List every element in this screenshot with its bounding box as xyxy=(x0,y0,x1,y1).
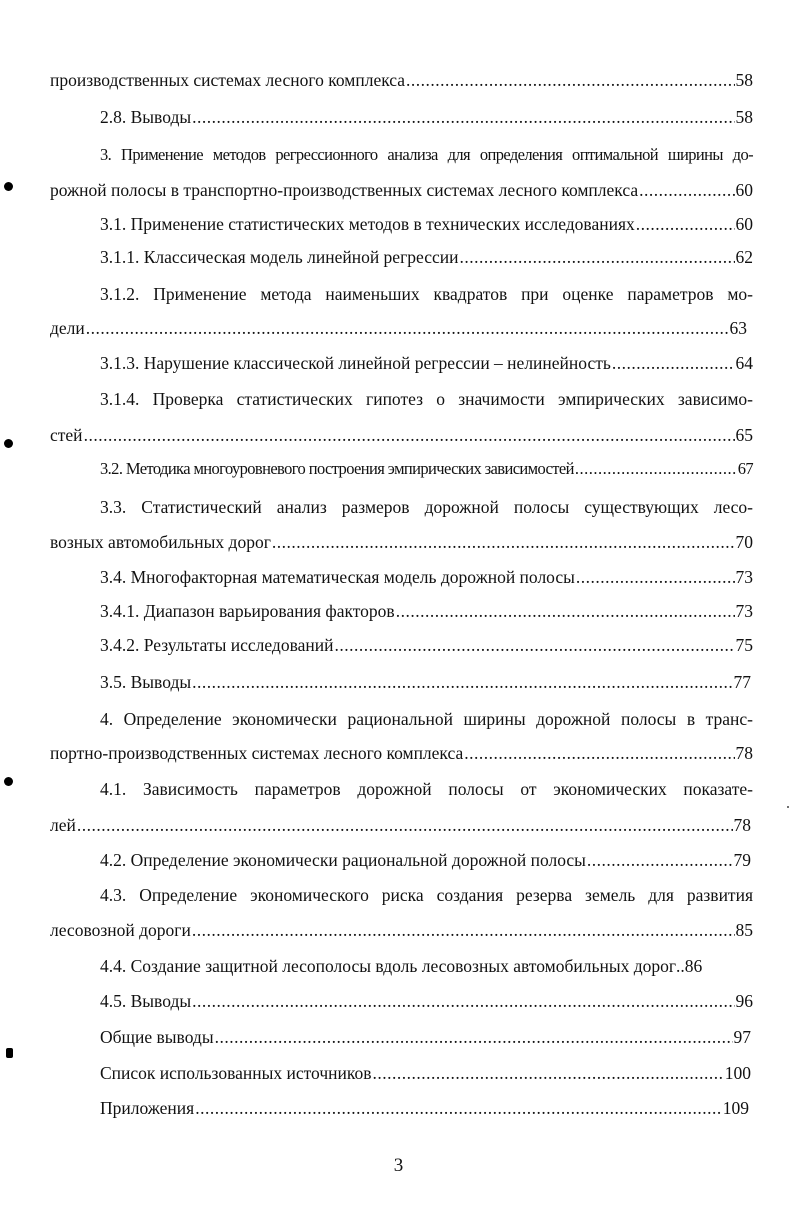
toc-entry xyxy=(100,565,753,589)
leader-dots xyxy=(587,848,733,872)
toc-entry-page: 77 xyxy=(733,672,751,692)
toc-entry xyxy=(100,282,753,306)
toc-entry-page: 79 xyxy=(733,850,751,870)
toc-entry-page: 73 xyxy=(735,567,753,587)
leader-dots xyxy=(192,105,734,129)
toc-entry xyxy=(100,633,753,657)
toc-entry-page: 58 xyxy=(735,70,753,90)
toc-entry xyxy=(100,1025,751,1049)
leader-dots xyxy=(272,530,735,554)
toc-entry-text: 4.4. Создание защитной лесополосы вдоль лесовозных автомобильных дорог xyxy=(100,956,677,976)
toc-entry xyxy=(100,989,753,1013)
toc-entry-text: 4.2. Определение экономически рациональной дорожной полосы xyxy=(100,850,586,870)
toc-entry-text: Приложения xyxy=(100,1098,195,1118)
toc-entry xyxy=(100,1061,751,1085)
toc-entry xyxy=(100,670,751,694)
toc-entry xyxy=(100,1096,749,1120)
toc-entry-page: 65 xyxy=(735,425,753,445)
toc-entry-text: 4.1. Зависимость параметров дорожной полосы от экономических показате- xyxy=(100,779,753,799)
toc-entry-text: дели xyxy=(50,318,85,338)
toc-entry-text: 3.3. Статистический анализ размеров дорожной полосы существующих лесо- xyxy=(100,497,753,517)
toc-entry xyxy=(100,599,753,623)
toc-entry-page: 85 xyxy=(735,920,753,940)
leader-dots xyxy=(86,316,729,340)
toc-entry-page: 64 xyxy=(735,353,753,373)
toc-entry-page: 73 xyxy=(735,601,753,621)
toc-entry xyxy=(100,245,753,269)
leader-dots xyxy=(373,1061,724,1085)
toc-entry-page: 78 xyxy=(735,743,753,763)
toc-entry xyxy=(100,143,753,167)
toc-entry-text: 3.5. Выводы xyxy=(100,672,192,692)
toc-entry-page: 86 xyxy=(684,956,703,976)
leader-dots xyxy=(639,178,734,202)
leader-dots xyxy=(192,918,735,942)
leader-dots: .. xyxy=(676,956,685,976)
toc-entry xyxy=(100,954,753,978)
toc-entry xyxy=(50,741,753,765)
toc-entry-text: рожной полосы в транспортно-производственных системах лесного комплекса xyxy=(50,180,639,200)
leader-dots xyxy=(84,423,735,447)
toc-entry xyxy=(100,212,753,236)
toc-entry-text: производственных системах лесного комплекса xyxy=(50,70,406,90)
leader-dots xyxy=(636,212,735,236)
toc-entry-page: 70 xyxy=(735,532,753,552)
toc-entry xyxy=(100,351,753,375)
leader-dots xyxy=(77,813,733,837)
toc-entry-text: 3.4.2. Результаты исследований xyxy=(100,635,334,655)
toc-entry-text: 3.2. Методика многоуровневого построения эмпирических зависимостей xyxy=(100,459,574,478)
toc-entry-text: 3.1.1. Классическая модель линейной регрессии xyxy=(100,247,459,267)
toc-entry-text: Список использованных источников xyxy=(100,1063,372,1083)
toc-entry xyxy=(50,423,753,447)
toc-entry-text: возных автомобильных дорог xyxy=(50,532,271,552)
binder-hole-mark xyxy=(6,1048,13,1058)
toc-entry-text: 3. Применение методов регрессионного анализа для определения оптимальной ширины до- xyxy=(100,145,753,164)
toc-entry-text: лесовозной дороги xyxy=(50,920,191,940)
leader-dots xyxy=(215,1025,733,1049)
toc-entry-text: 3.1. Применение статистических методов в технических исследованиях xyxy=(100,214,635,234)
toc-entry-page: 78 xyxy=(733,815,751,835)
toc-entry-text: 3.1.2. Применение метода наименьших квадратов при оценке параметров мо- xyxy=(100,284,753,304)
toc-entry-text: 4.5. Выводы xyxy=(100,991,192,1011)
toc-entry-page: 67 xyxy=(737,459,753,478)
leader-dots xyxy=(406,68,734,92)
toc-entry xyxy=(50,813,751,837)
toc-entry-text: 4. Определение экономически рациональной ширины дорожной полосы в транс- xyxy=(100,709,753,729)
toc-entry-text: 3.4.1. Диапазон варьирования факторов xyxy=(100,601,395,621)
scan-speck xyxy=(787,806,789,808)
toc-entry-page: 109 xyxy=(722,1098,749,1118)
toc-entry-page: 60 xyxy=(735,180,753,200)
toc-entry-page: 97 xyxy=(733,1027,751,1047)
leader-dots xyxy=(575,457,737,481)
toc-entry-text: 3.1.3. Нарушение классической линейной регрессии – нелинейность xyxy=(100,353,611,373)
leader-dots xyxy=(576,565,735,589)
toc-entry xyxy=(100,707,753,731)
toc-entry-text: портно-производственных системах лесного комплекса xyxy=(50,743,464,763)
toc-entry xyxy=(50,316,747,340)
toc-entry xyxy=(50,918,753,942)
toc-entry-page: 58 xyxy=(735,107,753,127)
leader-dots xyxy=(396,599,735,623)
toc-entry-page: 62 xyxy=(735,247,753,267)
toc-entry-page: 100 xyxy=(724,1063,751,1083)
page-number: 3 xyxy=(393,1155,404,1176)
toc-entry-text: 3.4. Многофакторная математическая модель дорожной полосы xyxy=(100,567,575,587)
toc-entry-page: 75 xyxy=(735,635,753,655)
toc-entry-text: 4.3. Определение экономического риска создания резерва земель для развития xyxy=(100,885,753,905)
toc-entry xyxy=(100,777,753,801)
leader-dots xyxy=(192,670,732,694)
toc-entry-text: стей xyxy=(50,425,83,445)
binder-hole-mark xyxy=(4,182,13,191)
leader-dots xyxy=(459,245,734,269)
toc-entry xyxy=(50,530,753,554)
toc-entry xyxy=(100,883,753,907)
leader-dots xyxy=(195,1096,722,1120)
toc-entry-text: 3.1.4. Проверка статистических гипотез о значимости эмпирических зависимо- xyxy=(100,389,753,409)
toc-entry xyxy=(50,68,753,92)
toc-entry xyxy=(50,178,753,202)
toc-entry-text: лей xyxy=(50,815,76,835)
binder-hole-mark xyxy=(4,439,13,448)
toc-entry xyxy=(100,848,751,872)
toc-entry xyxy=(100,105,753,129)
toc-entry-page: 63 xyxy=(729,318,747,338)
leader-dots xyxy=(192,989,734,1013)
toc-entry-page: 96 xyxy=(735,991,753,1011)
toc-entry-text: Общие выводы xyxy=(100,1027,214,1047)
leader-dots xyxy=(612,351,735,375)
leader-dots xyxy=(334,633,734,657)
toc-entry xyxy=(100,495,753,519)
toc-entry-page: 60 xyxy=(735,214,753,234)
toc-entry-text: 2.8. Выводы xyxy=(100,107,192,127)
leader-dots xyxy=(464,741,734,765)
toc-entry xyxy=(100,457,753,481)
toc-entry xyxy=(100,387,753,411)
binder-hole-mark xyxy=(4,777,13,786)
